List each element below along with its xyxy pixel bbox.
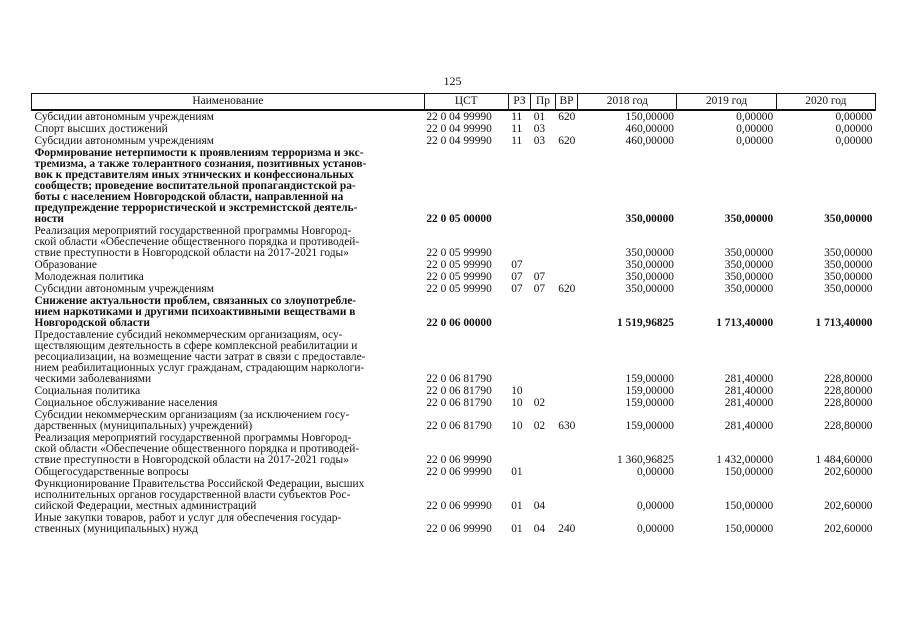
cell-2018: 159,00000 (625, 420, 674, 432)
cell-cst: 22 0 06 99990 (426, 523, 492, 535)
table-row (32, 409, 876, 432)
budget-table (31, 93, 876, 535)
cell-cst: 22 0 05 99990 (426, 247, 492, 259)
cell-rz: 07 (511, 259, 523, 271)
cell-name: Иные закупки товаров, работ и услуг для обеспечения государ- ственных (муниципальных) нужд (34, 512, 342, 535)
table-row (32, 397, 876, 409)
cell-name: Спорт высших достижений (34, 123, 168, 135)
cell-pr: 04 (533, 500, 546, 512)
header-name: Наименование (32, 94, 425, 111)
cell-rz (508, 225, 531, 259)
cell-rz: 07 (511, 271, 523, 283)
cell-name: Субсидии автономным учреждениям (34, 111, 214, 123)
cell-2020: 228,80000 (824, 397, 873, 409)
cell-2019: 150,00000 (724, 466, 774, 478)
cell-2019: 0,00000 (736, 111, 774, 123)
table-row (32, 478, 876, 512)
table-row (32, 283, 876, 295)
cell-pr: 03 (533, 135, 546, 147)
cell-vr (555, 271, 578, 283)
cell-2018: 150,00000 (625, 111, 674, 123)
cell-rz: 10 (511, 420, 523, 432)
cell-rz (508, 295, 531, 329)
cell-cst: 22 0 05 99990 (426, 271, 492, 283)
table-row (32, 135, 876, 147)
header-vr: ВР (555, 94, 578, 111)
cell-cst: 22 0 06 99990 (426, 500, 492, 512)
cell-name: Социальное обслуживание населения (34, 397, 218, 409)
header-2019: 2019 год (677, 94, 776, 111)
cell-2020: 0,00000 (835, 123, 873, 135)
header-cst: ЦСТ (424, 94, 508, 111)
page-number: 125 (443, 74, 462, 88)
cell-name: Реализация мероприятий государственной программы Новгород- ской области «Обеспечение общественного порядка и противодей- ствие преступности в Новгородской области на 2017-2021 годы» (34, 225, 360, 259)
cell-vr (555, 385, 578, 397)
cell-vr (555, 478, 578, 512)
cell-vr: 620 (558, 135, 576, 147)
cell-rz: 11 (511, 111, 523, 123)
cell-vr (555, 259, 578, 271)
cell-pr (531, 147, 556, 225)
cell-pr: 02 (533, 397, 546, 409)
cell-vr (555, 147, 578, 225)
cell-cst: 22 0 06 81790 (426, 373, 492, 385)
cell-cst: 22 0 06 81790 (426, 420, 492, 432)
cell-2020: 228,80000 (824, 420, 873, 432)
cell-cst: 22 0 06 81790 (426, 385, 492, 397)
table-row (32, 259, 876, 271)
table-row (32, 110, 876, 123)
cell-2020: 202,60000 (824, 466, 873, 478)
cell-vr (555, 123, 578, 135)
table-row (32, 123, 876, 135)
cell-rz: 10 (511, 397, 523, 409)
cell-name: Образование (34, 259, 97, 271)
table-row (32, 147, 876, 225)
cell-2018: 0,00000 (636, 523, 674, 535)
cell-2019: 0,00000 (736, 123, 774, 135)
cell-2018: 159,00000 (625, 373, 674, 385)
cell-pr: 02 (533, 420, 546, 432)
cell-name: Субсидии автономным учреждениям (34, 283, 214, 295)
table-row (32, 225, 876, 259)
budget-table-container (31, 93, 876, 535)
cell-name: Формирование нетерпимости к проявлениям терроризма и экс- тремизма, а также толерантного сознания, позитивных установ- вок к представителям иных этнических и конфессиональных сообществ; проведение воспитательной пропагандистской ра- боты с населением Новгородской области, направленной на предупреждение террористической и экстремистской деятель- ности (34, 147, 367, 225)
header-pr: Пр (531, 94, 556, 111)
cell-vr: 620 (558, 111, 576, 123)
header-row (32, 94, 876, 111)
cell-pr: 03 (533, 123, 546, 135)
cell-2019: 281,40000 (724, 385, 774, 397)
cell-rz (508, 329, 531, 385)
cell-2018: 350,00000 (625, 283, 674, 295)
cell-2020: 0,00000 (835, 135, 873, 147)
table-row (32, 271, 876, 283)
cell-cst: 22 0 06 99990 (426, 466, 492, 478)
header-2020: 2020 год (776, 94, 875, 111)
cell-cst: 22 0 05 00000 (426, 213, 492, 225)
table-row (32, 512, 876, 535)
cell-2019: 150,00000 (724, 500, 774, 512)
cell-vr (555, 432, 578, 466)
cell-name: Общегосударственные вопросы (34, 466, 189, 478)
cell-2018: 0,00000 (636, 500, 674, 512)
cell-vr: 240 (558, 523, 576, 535)
cell-pr (531, 259, 556, 271)
cell-name: Субсидии автономным учреждениям (34, 135, 214, 147)
cell-2018: 460,00000 (625, 135, 674, 147)
cell-pr (531, 295, 556, 329)
cell-2020: 350,00000 (824, 213, 873, 225)
cell-name: Молодежная политика (34, 271, 144, 283)
cell-2020: 1 713,40000 (815, 317, 873, 329)
cell-cst: 22 0 05 99990 (426, 283, 492, 295)
cell-2020: 228,80000 (824, 373, 873, 385)
cell-2019: 350,00000 (724, 283, 774, 295)
table-row (32, 466, 876, 478)
cell-pr (531, 466, 556, 478)
cell-2020: 350,00000 (824, 247, 873, 259)
cell-2019: 281,40000 (724, 420, 774, 432)
cell-2019: 350,00000 (724, 259, 774, 271)
cell-2020: 350,00000 (824, 259, 873, 271)
cell-2019: 0,00000 (736, 135, 774, 147)
cell-2020: 1 484,60000 (815, 454, 873, 466)
cell-pr: 01 (533, 111, 546, 123)
cell-2018: 0,00000 (636, 466, 674, 478)
cell-pr: 07 (533, 283, 546, 295)
cell-name: Снижение актуальности проблем, связанных со злоупотребле- нием наркотиками и другими психоактивными веществами в Новгородской области (34, 295, 357, 329)
cell-2018: 1 360,96825 (617, 454, 674, 466)
cell-vr (555, 397, 578, 409)
cell-2019: 281,40000 (724, 397, 774, 409)
cell-rz: 01 (511, 523, 523, 535)
header-2018: 2018 год (578, 94, 677, 111)
cell-cst: 22 0 04 99990 (426, 111, 492, 123)
cell-name: Субсидии некоммерческим организациям (за исключением госу- дарственных (муниципальных) учреждений) (34, 409, 350, 432)
cell-2020: 350,00000 (824, 271, 873, 283)
cell-2019: 281,40000 (724, 373, 774, 385)
cell-2020: 228,80000 (824, 385, 873, 397)
cell-2018: 159,00000 (625, 385, 674, 397)
cell-name: Социальная политика (34, 385, 141, 397)
table-row (32, 295, 876, 329)
cell-pr (531, 329, 556, 385)
cell-vr (555, 295, 578, 329)
cell-rz: 10 (511, 385, 523, 397)
cell-cst: 22 0 04 99990 (426, 135, 492, 147)
table-body (32, 110, 876, 535)
cell-cst: 22 0 06 99990 (426, 454, 492, 466)
cell-vr: 620 (558, 283, 576, 295)
cell-rz: 07 (511, 283, 523, 295)
cell-2018: 460,00000 (625, 123, 674, 135)
cell-2020: 350,00000 (824, 283, 873, 295)
cell-rz (508, 432, 531, 466)
cell-2019: 350,00000 (724, 271, 774, 283)
cell-name: Предоставление субсидий некоммерческим организациям, осу- ществляющим деятельность в сфере комплексной реабилитации и ресоциализации, на возмещение части затрат в связи с предоставле- нием реабилитационных услуг гражданам, страдающим наркологи- ческими заболеваниями (34, 329, 366, 385)
cell-2019: 350,00000 (724, 247, 774, 259)
cell-name: Реализация мероприятий государственной программы Новгород- ской области «Обеспечение общественного порядка и противодей- ствие преступности в Новгородской области на 2017-2021 годы» (34, 432, 360, 466)
cell-rz (508, 147, 531, 225)
cell-2020: 0,00000 (835, 111, 873, 123)
cell-rz: 11 (511, 123, 523, 135)
cell-2020: 202,60000 (824, 523, 873, 535)
cell-2018: 159,00000 (625, 397, 674, 409)
table-row (32, 385, 876, 397)
cell-pr (531, 225, 556, 259)
cell-pr (531, 385, 556, 397)
cell-2018: 350,00000 (625, 259, 674, 271)
table-header (32, 94, 876, 111)
cell-vr (555, 329, 578, 385)
cell-vr (555, 466, 578, 478)
cell-cst: 22 0 04 99990 (426, 123, 492, 135)
cell-2019: 1 713,40000 (716, 317, 774, 329)
cell-cst: 22 0 06 81790 (426, 397, 492, 409)
cell-2018: 1 519,96825 (617, 317, 674, 329)
table-row (32, 329, 876, 385)
cell-2018: 350,00000 (625, 247, 674, 259)
cell-cst: 22 0 05 99990 (426, 259, 492, 271)
cell-vr (555, 225, 578, 259)
cell-pr: 04 (533, 523, 546, 535)
header-rz: РЗ (508, 94, 531, 111)
table-row (32, 432, 876, 466)
cell-2020: 202,60000 (824, 500, 873, 512)
cell-2019: 150,00000 (724, 523, 774, 535)
cell-2019: 1 432,00000 (716, 454, 774, 466)
cell-2018: 350,00000 (625, 271, 674, 283)
cell-rz: 11 (511, 135, 523, 147)
cell-2018: 350,00000 (625, 213, 674, 225)
cell-rz: 01 (511, 500, 523, 512)
cell-pr (531, 432, 556, 466)
cell-cst: 22 0 06 00000 (426, 317, 492, 329)
cell-rz: 01 (511, 466, 523, 478)
cell-vr: 630 (558, 420, 576, 432)
cell-pr: 07 (533, 271, 546, 283)
cell-2019: 350,00000 (724, 213, 774, 225)
cell-name: Функционирование Правительства Российской Федерации, высших исполнительных органов государственной власти субъектов Рос- сийской Федерации, местных администраций (34, 478, 365, 512)
